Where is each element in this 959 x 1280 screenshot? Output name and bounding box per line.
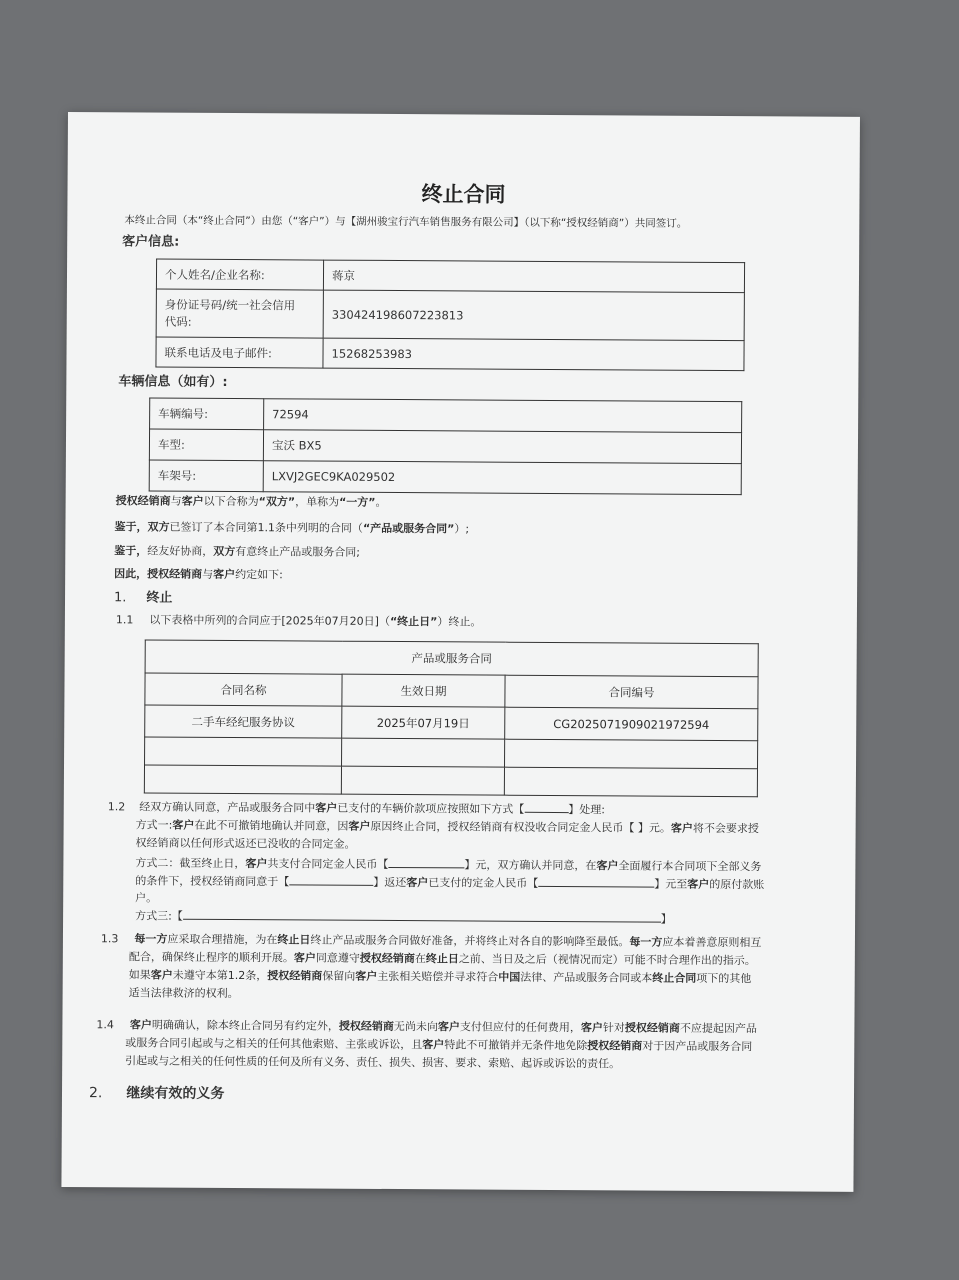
clause-1-2-option2-line3: 户。 xyxy=(135,891,158,905)
vehicle-vin-value: LXVJ2GEC9KA029502 xyxy=(263,461,741,495)
table-row xyxy=(145,737,758,769)
vehicle-number-label: 车辆编号: xyxy=(150,398,264,430)
therefore-clause: 因此，授权经销商与客户约定如下: xyxy=(114,567,283,582)
contract-name-cell xyxy=(144,765,341,794)
clause-1-2-option3: 方式三:【 】 xyxy=(135,909,672,926)
whereas-clause-1: 鉴于，双方已签订了本合同第1.1条中列明的合同（“产品或服务合同”）; xyxy=(114,520,470,536)
customer-id-label-line1: 身份证号码/统一社会信用 xyxy=(164,297,296,312)
table-row xyxy=(144,765,757,797)
customer-name-label: 个人姓名/企业名称: xyxy=(156,259,323,290)
section-2-title: 继续有效的义务 xyxy=(126,1085,225,1102)
clause-1-4: 1.4 客户明确确认，除本终止合同另有约定外，授权经销商无尚未向客户支付但应付的任何费用，客户针对授权经销商不应提起因产品 或服务合同引起或与之相关的任何其他索赔、主张或诉讼，且客户特此不可撤销并无条件地免除授权经销商对于因产品或服务合同 引起或与之相关的任何性质的任何及所有义务、责任、损失、损害、要求、索赔、起诉或诉讼的责任。 xyxy=(96,1018,757,1071)
contract-date-cell xyxy=(341,766,504,795)
contract-date-cell xyxy=(342,738,505,767)
customer-info-table xyxy=(155,259,745,372)
clause-1-2-line1: 1.2 经双方确认同意，产品或服务合同中客户已支付的车辆价款项应按照如下方式【 】处理: xyxy=(107,800,606,817)
contract-date-cell: 2025年07月19日 xyxy=(342,706,505,739)
contract-number-cell: CG2025071909021972594 xyxy=(505,707,758,741)
customer-id-label xyxy=(156,289,323,338)
section-1-heading xyxy=(114,586,173,605)
clause-1-1: 1.1 以下表格中所列的合同应于[2025年07月20日]（“终止日”）终止。 xyxy=(115,613,482,629)
vehicle-model-label: 车型: xyxy=(149,429,263,461)
customer-id-label-line2: 代码: xyxy=(164,314,192,329)
parties-definition: 授权经销商与客户以下合称为“双方”，单称为“一方”。 xyxy=(115,494,387,509)
contract-number-cell xyxy=(504,767,757,797)
clause-1-3: 1.3 每一方应采取合理措施，为在终止日终止产品或服务合同做好准备，并将终止对各自的影响降至最低。每一方应本着善意原则相互 配合，确保终止程序的顺利开展。客户同意遵守授权经销商在终止日之前、当日及之后（视情况而定）可能不时合理作出的指示。 如果客户未遵守本第1.2条，授权经销商保留向客户主张相关赔偿并寻求符合中国法律、产品或服务合同或本终止合同项下的其他 适当法律救济的权利。 xyxy=(100,932,762,1001)
contract-header-name: 合同名称 xyxy=(145,673,342,706)
clause-1-2-option2-line2: 的条件下，授权经销商同意于【 】返还客户已支付的定金人民币【 】元至客户的原付款账 xyxy=(135,874,765,892)
customer-id-value: 330424198607223813 xyxy=(323,290,744,341)
customer-contact-label: 联系电话及电子邮件: xyxy=(156,337,323,368)
table-row xyxy=(145,705,758,741)
customer-name-value: 蒋京 xyxy=(323,260,744,293)
vehicle-vin-label: 车架号: xyxy=(149,460,263,492)
clause-1-2-option1-line2: 权经销商以任何形式返还已没收的合同定金。 xyxy=(135,836,356,851)
contract-header-number: 合同编号 xyxy=(505,675,758,709)
document-page xyxy=(61,112,860,1192)
section-2-number: 2. xyxy=(88,1085,103,1102)
section-1-title: 终止 xyxy=(146,590,173,606)
contract-header-date: 生效日期 xyxy=(342,674,505,707)
whereas-clause-2: 鉴于，经友好协商，双方有意终止产品或服务合同; xyxy=(114,544,361,559)
contract-table xyxy=(144,639,759,797)
clause-1-2-option2: 方式二：截至终止日，客户共支付合同定金人民币【 】元，双方确认并同意，在客户全面履行本合同项下全部义务 xyxy=(135,856,762,874)
document-title: 终止合同 xyxy=(421,182,506,207)
contract-number-cell xyxy=(505,739,758,769)
contract-name-cell xyxy=(145,737,342,766)
section-2-heading xyxy=(89,1082,224,1103)
contract-name-cell: 二手车经纪服务协议 xyxy=(145,705,342,738)
customer-section-heading: 客户信息: xyxy=(122,234,180,250)
section-1-number: 1. xyxy=(113,590,127,606)
intro-paragraph: 本终止合同（本“终止合同”）由您（“客户”）与【湖州骏宝行汽车销售服务有限公司】（以下称“授权经销商”）共同签订。 xyxy=(124,214,688,230)
vehicle-section-heading: 车辆信息（如有）: xyxy=(118,374,228,390)
vehicle-number-value: 72594 xyxy=(264,399,742,433)
clause-1-2-option1: 方式一:客户在此不可撤销地确认并同意，因客户原因终止合同，授权经销商有权没收合同定金人民币【 】元。客户将不会要求授 xyxy=(135,818,759,836)
customer-contact-value: 15268253983 xyxy=(323,338,744,371)
vehicle-model-value: 宝沃 BX5 xyxy=(263,430,741,464)
vehicle-info-table xyxy=(149,398,743,496)
contract-table-caption: 产品或服务合同 xyxy=(145,640,758,677)
